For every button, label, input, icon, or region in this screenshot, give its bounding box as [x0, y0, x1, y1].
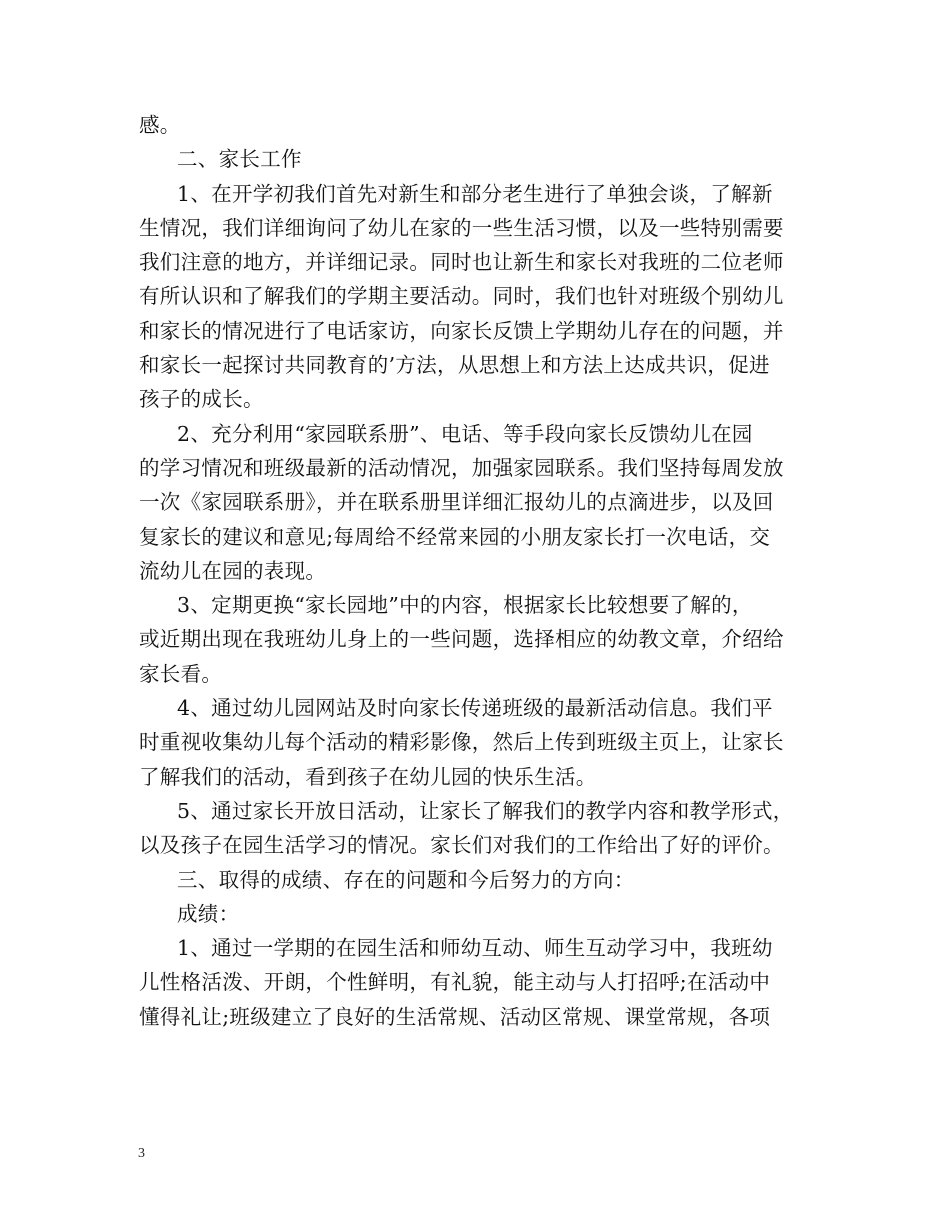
text-line: 三、取得的成绩、存在的问题和今后努力的方向：: [177, 867, 635, 892]
text-line: 复家长的建议和意见;每周给不经常来园的小朋友家长打一次电话，交: [139, 524, 771, 549]
text-line: 二、家长工作: [177, 147, 302, 172]
text-line: 儿性格活泼、开朗，个性鲜明，有礼貌，能主动与人打招呼;在活动中: [139, 970, 771, 995]
text-line: 4、通过幼儿园网站及时向家长传递班级的最新活动信息。我们平: [177, 696, 773, 721]
text-line: 流幼儿在园的表现。: [139, 558, 327, 583]
text-line: 有所认识和了解我们的学期主要活动。同时，我们也针对班级个别幼儿: [139, 284, 784, 309]
text-line: 和家长的情况进行了电话家访，向家长反馈上学期幼儿存在的问题，并: [139, 318, 784, 343]
text-line: 家长看。: [139, 661, 223, 686]
text-line: 一次《家园联系册》，并在联系册里详细汇报幼儿的点滴进步，以及回: [139, 490, 774, 515]
page-number: 3: [138, 1146, 145, 1161]
text-line: 1、在开学初我们首先对新生和部分老生进行了单独会谈，了解新: [177, 181, 773, 206]
document-body: [139, 108, 813, 1034]
text-line: 了解我们的活动，看到孩子在幼儿园的快乐生活。: [139, 764, 597, 789]
text-line: 3、定期更换“家长园地”中的内容，根据家长比较想要了解的，: [177, 593, 753, 618]
text-line: 懂得礼让;班级建立了良好的生活常规、活动区常规、课堂常规，各项: [139, 1004, 771, 1029]
text-line: 5、通过家长开放日活动，让家长了解我们的教学内容和教学形式，: [177, 798, 794, 823]
text-line: 生情况，我们详细询问了幼儿在家的一些生活习惯，以及一些特别需要: [139, 215, 784, 240]
text-line: 以及孩子在园生活学习的情况。家长们对我们的工作给出了好的评价。: [139, 833, 784, 858]
text-line: 1、通过一学期的在园生活和师幼互动、师生互动学习中，我班幼: [177, 936, 773, 961]
text-line: 孩子的成长。: [139, 387, 264, 412]
text-line: 的学习情况和班级最新的活动情况，加强家园联系。我们坚持每周发放: [139, 455, 784, 480]
text-line: 感。: [139, 113, 181, 137]
text-line: 或近期出现在我班幼儿身上的一些问题，选择相应的幼教文章，介绍给: [139, 627, 784, 652]
text-line: 和家长一起探讨共同教育的’方法，从思想上和方法上达成共识，促进: [139, 353, 770, 378]
text-line: 成绩：: [177, 901, 240, 926]
text-line: 时重视收集幼儿每个活动的精彩影像，然后上传到班级主页上，让家长: [139, 730, 784, 755]
text-line: 2、充分利用“家园联系册”、电话、等手段向家长反馈幼儿在园: [177, 421, 753, 446]
text-line: 我们注意的地方，并详细记录。同时也让新生和家长对我班的二位老师: [139, 250, 784, 275]
